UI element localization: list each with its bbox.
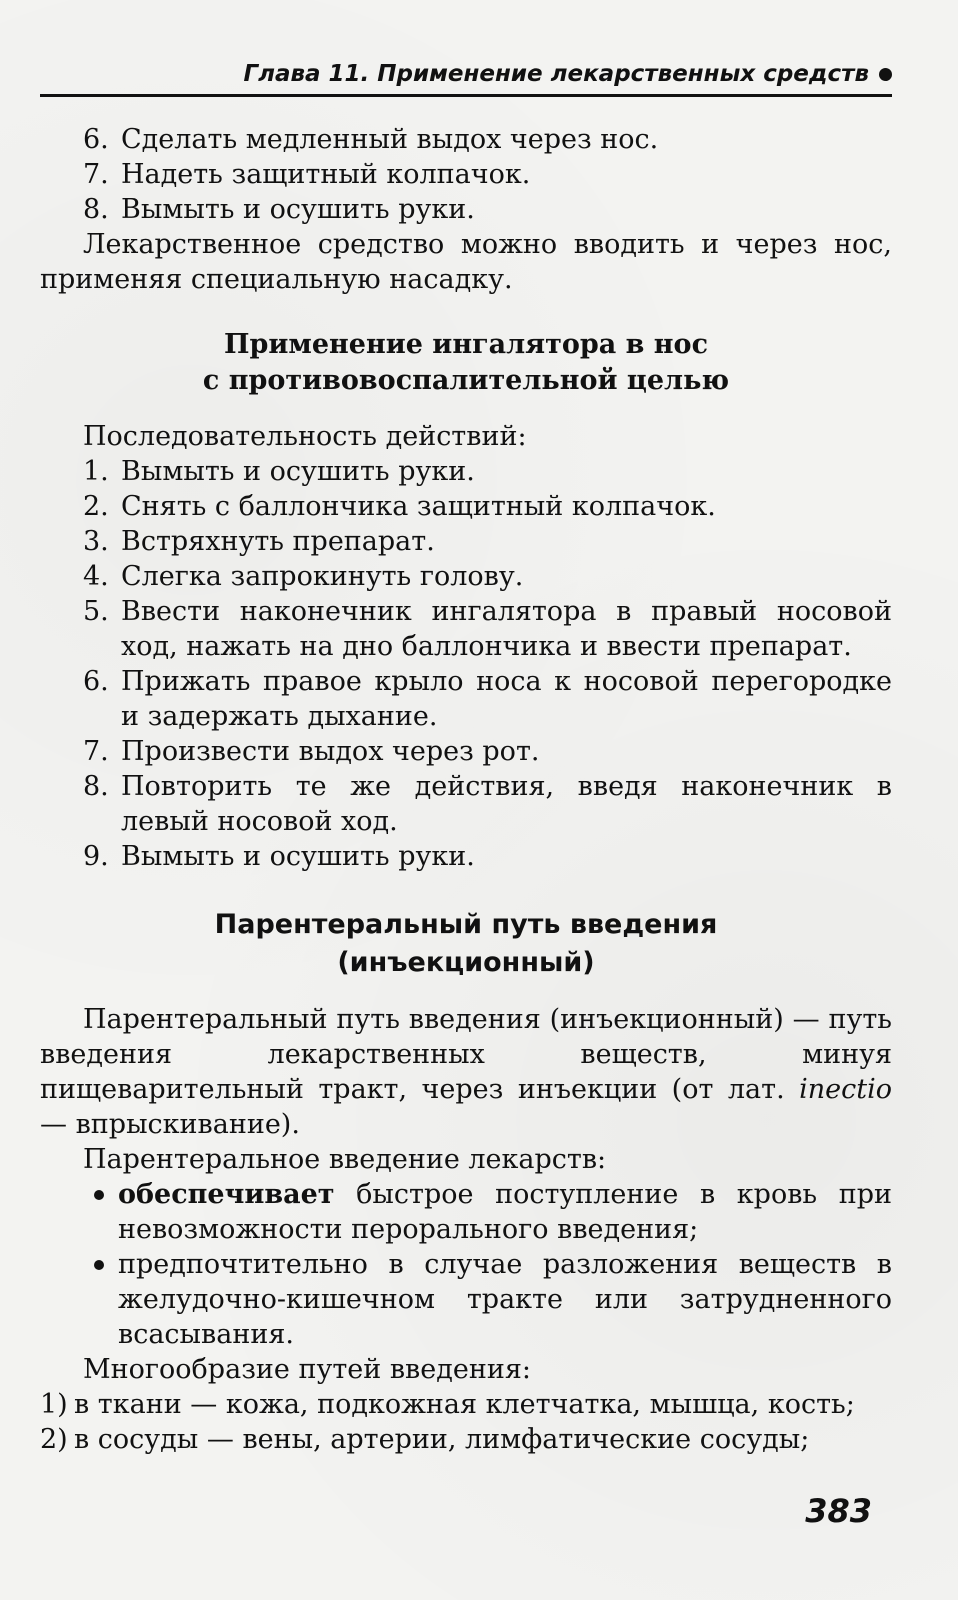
bullet-icon bbox=[879, 68, 892, 81]
page-number: 383 bbox=[805, 1492, 872, 1530]
item-number: 9. bbox=[83, 841, 109, 872]
list-item bbox=[40, 839, 892, 874]
variety-lead: Многообразие путей введения: bbox=[83, 1354, 531, 1385]
list-item bbox=[40, 489, 892, 524]
heading-line: (инъекционный) bbox=[337, 947, 595, 978]
item-number: 6. bbox=[83, 124, 109, 155]
sequence-lead: Последовательность действий: bbox=[83, 421, 527, 452]
route-text: в сосуды — вены, артерии, лимфатические сосуды; bbox=[74, 1424, 810, 1455]
bullet-text bbox=[118, 1247, 892, 1352]
definition-text: Парентеральный путь введения (инъекционный) — путь введения лекарственных веществ, минуя пищеварительный тракт, через инъекции (от лат. bbox=[40, 1004, 892, 1105]
list-item bbox=[40, 559, 892, 594]
parenteral-lead: Парентеральное введение лекарств: bbox=[83, 1144, 607, 1175]
bullet-icon bbox=[88, 1247, 118, 1352]
route-number: 1) bbox=[40, 1389, 68, 1420]
list-item bbox=[40, 157, 892, 192]
heading-line: Применение ингалятора в нос bbox=[223, 329, 709, 360]
list-item bbox=[40, 664, 892, 734]
bullet-item bbox=[40, 1247, 892, 1352]
route-item bbox=[40, 1387, 892, 1422]
heading-line: Парентеральный путь введения bbox=[214, 909, 718, 940]
item-text: Прижать правое крыло носа к носовой перегородке и задержать дыхание. bbox=[121, 666, 892, 732]
item-text: Встряхнуть препарат. bbox=[121, 526, 435, 557]
running-head-text: Глава 11. Применение лекарственных средств bbox=[243, 61, 869, 87]
list-item bbox=[40, 122, 892, 157]
item-number: 7. bbox=[83, 159, 109, 190]
section-heading-parenteral bbox=[40, 906, 892, 982]
list-item bbox=[40, 524, 892, 559]
item-text: Вымыть и осушить руки. bbox=[121, 841, 475, 872]
definition-paragraph bbox=[40, 1002, 892, 1142]
bullet-rest: быстрое поступление в кровь при невозможности перорального введения; bbox=[118, 1179, 892, 1245]
item-text: Повторить те же действия, введя наконечник в левый носовой ход. bbox=[121, 771, 892, 837]
item-number: 2. bbox=[83, 491, 109, 522]
item-number: 1. bbox=[83, 456, 109, 487]
bullet-item bbox=[40, 1177, 892, 1247]
list-item bbox=[40, 454, 892, 489]
item-number: 8. bbox=[83, 771, 109, 802]
paragraph-nose: Лекарственное средство можно вводить и через нос, применяя специальную насадку. bbox=[40, 229, 892, 295]
list-item bbox=[40, 192, 892, 227]
item-number: 6. bbox=[83, 666, 109, 697]
bullet-rest: предпочтительно в случае разложения веществ в желудочно-кишечном тракте или затрудненного всасывания. bbox=[118, 1249, 892, 1350]
running-head bbox=[40, 54, 892, 97]
route-item bbox=[40, 1422, 892, 1457]
list-item bbox=[40, 734, 892, 769]
list-item bbox=[40, 769, 892, 839]
item-text: Надеть защитный колпачок. bbox=[121, 159, 531, 190]
route-text: в ткани — кожа, подкожная клетчатка, мышца, кость; bbox=[74, 1389, 855, 1420]
item-text: Произвести выдох через рот. bbox=[121, 736, 540, 767]
route-number: 2) bbox=[40, 1424, 68, 1455]
heading-line: с противовоспалительной целью bbox=[202, 365, 730, 396]
item-text: Вымыть и осушить руки. bbox=[121, 456, 475, 487]
item-number: 7. bbox=[83, 736, 109, 767]
item-text: Слегка запрокинуть голову. bbox=[121, 561, 524, 592]
latin-term: inectio bbox=[799, 1074, 892, 1105]
bullet-bold: обеспечивает bbox=[118, 1179, 335, 1210]
item-number: 8. bbox=[83, 194, 109, 225]
page-content bbox=[40, 122, 892, 1457]
item-text: Ввести наконечник ингалятора в правый носовой ход, нажать на дно баллончика и ввести препарат. bbox=[121, 596, 892, 662]
item-text: Снять с баллончика защитный колпачок. bbox=[121, 491, 716, 522]
item-text: Сделать медленный выдох через нос. bbox=[121, 124, 659, 155]
section-heading-inhaler bbox=[40, 327, 892, 399]
item-number: 5. bbox=[83, 596, 109, 627]
bullet-icon bbox=[88, 1177, 118, 1247]
item-number: 4. bbox=[83, 561, 109, 592]
definition-text-end: — впрыскивание). bbox=[40, 1109, 300, 1140]
item-text: Вымыть и осушить руки. bbox=[121, 194, 475, 225]
item-number: 3. bbox=[83, 526, 109, 557]
list-item bbox=[40, 594, 892, 664]
bullet-text bbox=[118, 1177, 892, 1247]
